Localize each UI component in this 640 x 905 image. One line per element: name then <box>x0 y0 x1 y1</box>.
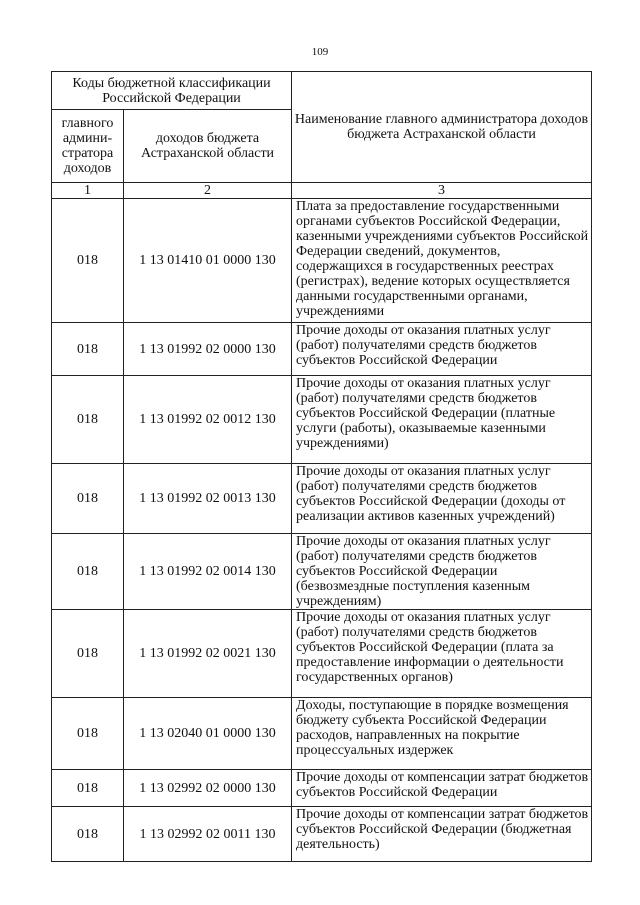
table-row <box>52 534 592 610</box>
header-name-column: Наименование главного администратора доходов бюджета Астраханской области <box>292 72 592 183</box>
admin-code-cell: 018 <box>52 464 124 534</box>
header-numbering-row <box>52 183 592 199</box>
table-row <box>52 464 592 534</box>
income-code-cell: 1 13 02992 02 0000 130 <box>124 770 292 807</box>
header-row-group <box>52 72 592 110</box>
income-code-cell: 1 13 01992 02 0012 130 <box>124 376 292 464</box>
income-code-cell: 1 13 01992 02 0013 130 <box>124 464 292 534</box>
table-row <box>52 610 592 698</box>
income-name-cell: Прочие доходы от компенсации затрат бюджетов субъектов Российской Федерации (бюджетная деятельность) <box>292 807 592 862</box>
income-name-cell: Прочие доходы от оказания платных услуг (работ) получателями средств бюджетов субъектов Российской Федерации (платные услуги (работы), оказываемые казенными учреждениями) <box>292 376 592 464</box>
income-code-cell: 1 13 01992 02 0000 130 <box>124 323 292 376</box>
income-name-cell: Прочие доходы от оказания платных услуг (работ) получателями средств бюджетов субъектов Российской Федерации (доходы от реализации активов казенных учреждений) <box>292 464 592 534</box>
table-row <box>52 376 592 464</box>
admin-code-cell: 018 <box>52 610 124 698</box>
column-number-3: 3 <box>292 183 592 199</box>
column-number-1: 1 <box>52 183 124 199</box>
income-name-cell: Прочие доходы от оказания платных услуг (работ) получателями средств бюджетов субъектов Российской Федерации (безвозмездные поступления казенным учреждениям) <box>292 534 592 610</box>
admin-code-cell: 018 <box>52 770 124 807</box>
page-number: 109 <box>311 46 329 58</box>
admin-code-cell: 018 <box>52 199 124 323</box>
header-income-column: доходов бюджета Астраханской области <box>124 110 292 183</box>
budget-classification-table <box>51 71 592 862</box>
table-row <box>52 698 592 770</box>
income-name-cell: Прочие доходы от компенсации затрат бюджетов субъектов Российской Федерации <box>292 770 592 807</box>
header-codes-group: Коды бюджетной классификации Российской Федерации <box>52 72 292 110</box>
income-code-cell: 1 13 02992 02 0011 130 <box>124 807 292 862</box>
income-code-cell: 1 13 01410 01 0000 130 <box>124 199 292 323</box>
income-code-cell: 1 13 01992 02 0014 130 <box>124 534 292 610</box>
table-row <box>52 323 592 376</box>
income-code-cell: 1 13 02040 01 0000 130 <box>124 698 292 770</box>
column-number-2: 2 <box>124 183 292 199</box>
table-row <box>52 199 592 323</box>
table-row <box>52 807 592 862</box>
admin-code-cell: 018 <box>52 807 124 862</box>
income-name-cell: Прочие доходы от оказания платных услуг (работ) получателями средств бюджетов субъектов Российской Федерации (плата за предоставление информации о деятельности государственных органов) <box>292 610 592 698</box>
income-name-cell: Прочие доходы от оказания платных услуг (работ) получателями средств бюджетов субъектов Российской Федерации <box>292 323 592 376</box>
income-code-cell: 1 13 01992 02 0021 130 <box>124 610 292 698</box>
income-name-cell: Плата за предоставление государственными органами субъектов Российской Федерации, казенными учреждениями субъектов Российской Федерации сведений, документов, содержащихся в государственных реестрах (регистрах), ведение которых осуществляется данными государственными органами, учреждениями <box>292 199 592 323</box>
admin-code-cell: 018 <box>52 698 124 770</box>
table-row <box>52 770 592 807</box>
header-admin-column: главного админи-стратора доходов <box>52 110 124 183</box>
admin-code-cell: 018 <box>52 534 124 610</box>
income-name-cell: Доходы, поступающие в порядке возмещения бюджету субъекта Российской Федерации расходов, направленных на покрытие процессуальных издержек <box>292 698 592 770</box>
admin-code-cell: 018 <box>52 376 124 464</box>
admin-code-cell: 018 <box>52 323 124 376</box>
